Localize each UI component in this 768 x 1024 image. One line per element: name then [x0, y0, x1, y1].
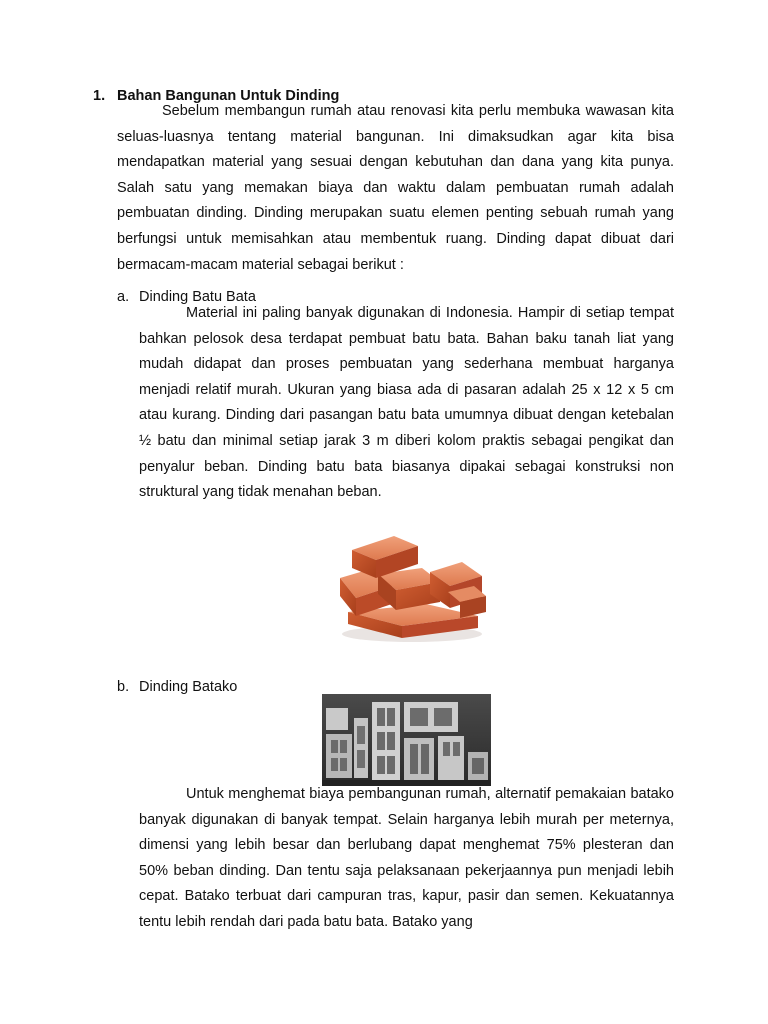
intro-paragraph: Sebelum membangun rumah atau renovasi kita perlu membuka wawasan kita seluas-luasnya tentang material bangunan. Ini dimaksudkan agar kita bisa mendapatkan material yang sesuai dengan kebutuhan dan dana yang kita punya. Salah satu yang memakan biaya dan waktu dalam pembuatan rumah adalah pembuatan dinding. Dinding merupakan suatu elemen penting sebuah rumah yang berfungsi untuk memisahkan atau membentuk ruang. Dinding dapat dibuat dari bermacam-macam material sebagai berikut :	[117, 103, 674, 273]
subsection-letter: a.	[117, 289, 130, 305]
subsection-heading-batako	[117, 677, 237, 697]
subsection-title: Dinding Batu Bata	[139, 289, 256, 305]
batako-blocks-image	[322, 694, 491, 786]
subsection-title: Dinding Batako	[139, 679, 238, 695]
section-number: 1.	[93, 88, 106, 104]
brick-pile-image	[330, 528, 490, 650]
section-title: Bahan Bangunan Untuk Dinding	[117, 88, 340, 104]
batako-paragraph: Untuk menghemat biaya pembangunan rumah, alternatif pemakaian batako banyak digunakan di banyak tempat. Selain harganya lebih murah per meternya, dimensi yang lebih besar dan berlubang dapat menghemat 75% plesteran dan 50% beban dinding. Dan tentu saja pelaksanaan pekerjaannya pun menjadi lebih cepat. Batako terbuat dari campuran tras, kapur, pasir dan semen. Kekuatannya tentu lebih rendah dari pada batu bata. Batako yang	[139, 786, 674, 930]
subsection-letter: b.	[117, 679, 130, 695]
batu-bata-paragraph: Material ini paling banyak digunakan di Indonesia. Hampir di setiap tempat bahkan pelosok desa terdapat pembuat batu bata. Bahan baku tanah liat yang mudah didapat dan proses pembuatan yang sederhana membuat harganya menjadi relatif murah. Ukuran yang biasa ada di pasaran adalah 25 x 12 x 5 cm atau kurang. Dinding dari pasangan batu bata umumnya dibuat dengan ketebalan ½ batu dan minimal setiap jarak 3 m diberi kolom praktis sebagai pengikat dan penyalur beban. Dinding batu bata biasanya dipakai sebagai konstruksi non struktural yang tidak menahan beban.	[139, 305, 674, 501]
